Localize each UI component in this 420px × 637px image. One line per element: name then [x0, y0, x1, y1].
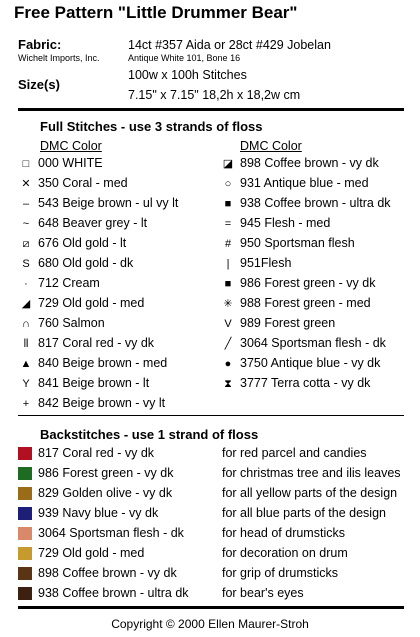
- color-swatch: [18, 507, 32, 520]
- divider: [18, 606, 404, 609]
- backstitch-row: [18, 564, 418, 584]
- stitch-color-name: 945 Flesh - med: [240, 216, 331, 230]
- color-swatch: [18, 547, 32, 560]
- double-dash-icon: =: [224, 217, 232, 230]
- fabric-line-1: 14ct #357 Aida or 28ct #429 Jobelan: [128, 38, 331, 52]
- stitch-color-name: 988 Forest green - med: [240, 296, 371, 310]
- stitch-color-name: 898 Coffee brown - vy dk: [240, 156, 379, 170]
- dmc-color-header-right: DMC Color: [240, 139, 302, 153]
- stitch-color-name: 648 Beaver grey - lt: [38, 216, 148, 230]
- backstitch-color-name: 829 Golden olive - vy dk: [38, 486, 173, 500]
- backstitch-color-name: 938 Coffee brown - ultra dk: [38, 586, 189, 600]
- ring-icon: ○: [224, 177, 232, 190]
- backstitch-row: [18, 584, 418, 604]
- stitch-color-name: 3777 Terra cotta - vy dk: [240, 376, 371, 390]
- backstitch-color-name: 986 Forest green - vy dk: [38, 466, 174, 480]
- stitch-color-name: 543 Beige brown - ul vy lt: [38, 196, 179, 210]
- color-swatch: [18, 447, 32, 460]
- letter-s-icon: S: [22, 257, 30, 270]
- backstitch-row: [18, 544, 418, 564]
- stitch-color-name: 950 Sportsman flesh: [240, 236, 355, 250]
- filled-triangle-icon: ▲: [20, 357, 32, 370]
- filled-circle-icon: ●: [224, 357, 232, 370]
- fabric-line-2: Antique White 101, Bone 16: [128, 53, 241, 63]
- size-line-1: 100w x 100h Stitches: [128, 68, 247, 82]
- stitch-color-name: 840 Beige brown - med: [38, 356, 168, 370]
- diagonal-line-icon: ╱: [224, 337, 232, 350]
- stitch-color-name: 841 Beige brown - lt: [38, 376, 150, 390]
- stitch-color-name: 986 Forest green - vy dk: [240, 276, 376, 290]
- filled-rounded-square-icon: ■: [224, 277, 232, 290]
- slash-box-icon: ⧄: [22, 237, 30, 250]
- stitch-color-name: 931 Antique blue - med: [240, 176, 369, 190]
- color-swatch: [18, 587, 32, 600]
- backstitch-usage: for all yellow parts of the design: [222, 486, 398, 500]
- backstitch-usage: for head of drumsticks: [222, 526, 345, 540]
- y-shape-icon: Y: [22, 377, 30, 390]
- letter-v-icon: V: [224, 317, 232, 330]
- triple-bar-icon: ⦀: [23, 337, 29, 350]
- stitch-color-name: 951Flesh: [240, 256, 292, 270]
- fabric-company: Wichelt Imports, Inc.: [18, 53, 100, 63]
- half-square-icon: ◪: [222, 157, 234, 170]
- stitch-color-name: 729 Old gold - med: [38, 296, 145, 310]
- backstitch-row: [18, 484, 418, 504]
- x-cross-icon: ✕: [21, 177, 31, 190]
- stitch-color-name: 989 Forest green: [240, 316, 336, 330]
- backstitches-heading: Backstitches - use 1 strand of floss: [40, 427, 259, 442]
- backstitch-color-name: 939 Navy blue - vy dk: [38, 506, 159, 520]
- tilde-icon: ~: [22, 217, 30, 230]
- dmc-color-header-left: DMC Color: [40, 139, 102, 153]
- hourglass-icon: ⧗: [224, 377, 232, 390]
- stitch-color-name: 3064 Sportsman flesh - dk: [240, 336, 386, 350]
- diamond-slash-icon: ◢: [21, 297, 31, 310]
- color-swatch: [18, 467, 32, 480]
- stitch-color-name: 938 Coffee brown - ultra dk: [240, 196, 391, 210]
- bar-icon: |: [226, 257, 230, 270]
- backstitch-usage: for all blue parts of the design: [222, 506, 386, 520]
- square-outline-icon: □: [22, 157, 30, 170]
- color-swatch: [18, 487, 32, 500]
- full-stitches-heading: Full Stitches - use 3 strands of floss: [40, 119, 263, 134]
- color-swatch: [18, 567, 32, 580]
- dash-icon: –: [22, 197, 30, 210]
- plus-icon: +: [22, 397, 30, 410]
- stitch-color-name: 842 Beige brown - vy lt: [38, 396, 166, 410]
- stitch-color-name: 760 Salmon: [38, 316, 105, 330]
- backstitch-row: [18, 524, 418, 544]
- backstitch-usage: for red parcel and candies: [222, 446, 367, 460]
- divider: [18, 108, 404, 111]
- backstitch-color-name: 817 Coral red - vy dk: [38, 446, 155, 460]
- stitch-color-name: 3750 Antique blue - vy dk: [240, 356, 381, 370]
- backstitch-row: [18, 504, 418, 524]
- backstitch-color-name: 3064 Sportsman flesh - dk: [38, 526, 184, 540]
- stitch-color-name: 817 Coral red - vy dk: [38, 336, 155, 350]
- size-line-2: 7.15" x 7.15" 18,2h x 18,2w cm: [128, 88, 301, 102]
- backstitch-color-name: 729 Old gold - med: [38, 546, 145, 560]
- size-label: Size(s): [18, 77, 60, 92]
- backstitch-usage: for christmas tree and ilis leaves: [222, 466, 401, 480]
- backstitch-row: [18, 464, 418, 484]
- stitch-color-name: 676 Old gold - lt: [38, 236, 127, 250]
- hash-icon: #: [224, 237, 232, 250]
- stitch-color-name: 712 Cream: [38, 276, 100, 290]
- page-title: Free Pattern "Little Drummer Bear": [14, 3, 298, 22]
- stitch-color-name: 350 Coral - med: [38, 176, 128, 190]
- backstitch-row: [18, 444, 418, 464]
- color-swatch: [18, 527, 32, 540]
- backstitch-color-name: 898 Coffee brown - vy dk: [38, 566, 177, 580]
- backstitch-usage: for bear's eyes: [222, 586, 304, 600]
- copyright: Copyright © 2000 Ellen Maurer-Stroh: [111, 617, 309, 631]
- filled-square-icon: ■: [224, 197, 232, 210]
- dot-icon: ·: [24, 277, 28, 290]
- arch-icon: ∩: [22, 317, 30, 330]
- stitch-color-name: 000 WHITE: [38, 156, 103, 170]
- backstitch-usage: for grip of drumsticks: [222, 566, 339, 580]
- divider: [18, 415, 404, 416]
- fabric-label: Fabric:: [18, 37, 62, 52]
- backstitch-usage: for decoration on drum: [222, 546, 348, 560]
- stitch-color-name: 680 Old gold - dk: [38, 256, 134, 270]
- asterisk-icon: ✳: [223, 297, 233, 310]
